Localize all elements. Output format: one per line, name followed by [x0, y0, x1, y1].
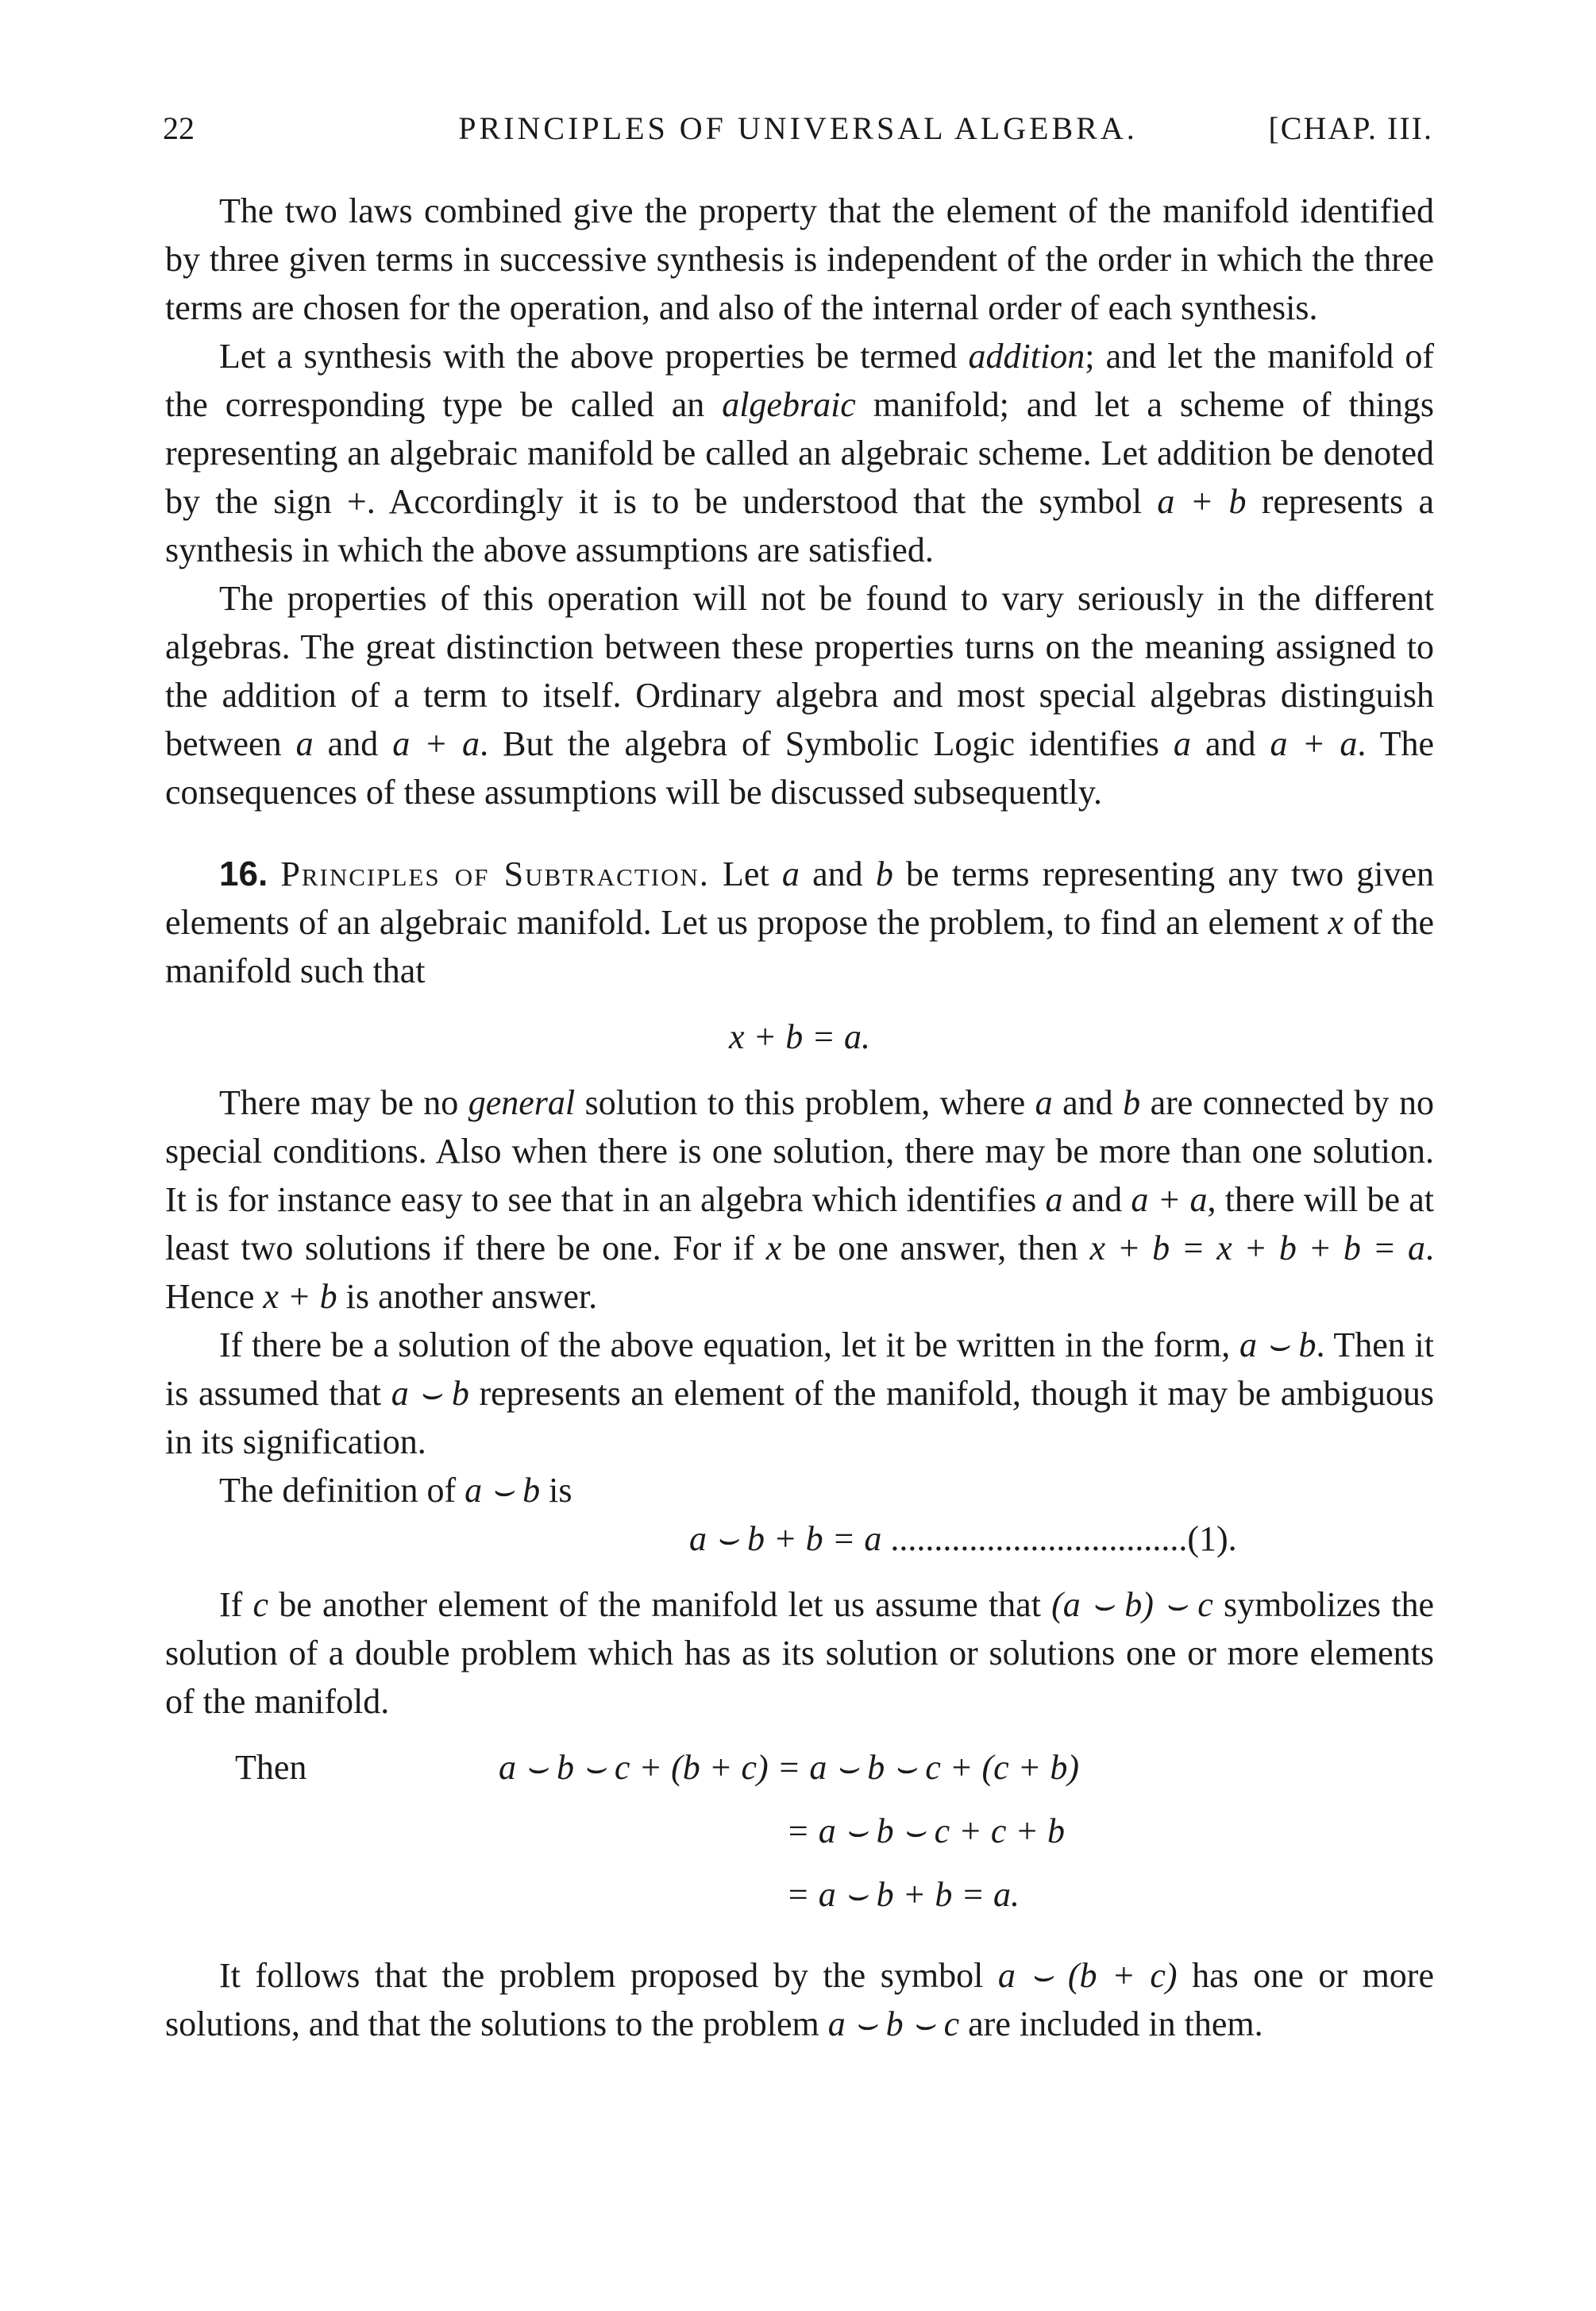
page-number: 22 — [163, 110, 195, 146]
then-label: Then — [235, 1748, 307, 1787]
equation-then-block — [165, 1743, 1434, 1934]
paragraph-laws-combined: The two laws combined give the property that the element of the manifold identified by three given terms in successive synthesis is independent of the order in which the three terms are chosen for the operation, and also of the internal order of each synthesis. — [165, 191, 1434, 327]
equation-definition-1: a ⌣ b + b = a ..................................(1). — [689, 1519, 1237, 1558]
paragraph-it-follows: It follows that the problem proposed by the symbol a ⌣ (b + c) has one or more solutions, and that the solutions to the problem a ⌣ b ⌣ c are included in them. — [165, 1956, 1434, 2043]
paragraph-double-problem: If c be another element of the manifold let us assume that (a ⌣ b) ⌣ c symbolizes the solution of a double problem which has as its solution or solutions one or more elements of the manifold. — [165, 1585, 1434, 1721]
paragraph-general-solution: There may be no general solution to this problem, where a and b are connected by no special conditions. Also when there is one solution, there may be more than one solution. It is for instance easy to see that in an algebra which identifies a and a + a, there will be at least two solutions if there be one. For if x be one answer, then x + b = x + b + b = a. Hence x + b is another answer. — [165, 1083, 1435, 1316]
math-a-plus-b: a + b — [1157, 482, 1247, 521]
paragraph-addition-definition: Let a synthesis with the above properties be termed addition; and let the manifold of the corresponding type be called an algebraic manifold; and let a scheme of things representing an algebraic manifold be called an algebraic scheme. Let addition be denoted by the sign +. Accordingly it is to be understood that the symbol a + b represents a synthesis in which the above assumptions are satisfied. — [165, 337, 1434, 569]
running-head — [163, 110, 1433, 157]
term-algebraic: algebraic — [722, 385, 856, 424]
equation-line-3: = a ⌣ b + b = a. — [786, 1875, 1020, 1914]
running-title: PRINCIPLES OF UNIVERSAL ALGEBRA. — [458, 110, 1138, 146]
paragraph-definition: The definition of a ⌣ b is — [219, 1471, 572, 1510]
equation-line-1: a ⌣ b ⌣ c + (b + c) = a ⌣ b ⌣ c + (c + b) — [499, 1748, 1079, 1787]
term-addition: addition — [968, 337, 1085, 376]
section-title: Principles of Subtraction. — [280, 855, 710, 893]
equation-line-2: = a ⌣ b ⌣ c + c + b — [786, 1811, 1066, 1850]
paragraph-properties: The properties of this operation will not be found to vary seriously in the different algebras. The great distinction between these properties turns on the meaning assigned to the addition of a term to itself. Ordinary algebra and most special algebras distinguish between a and a + a. But the algebra of Symbolic Logic identifies a and a + a. The consequences of these assumptions will be discussed subsequently. — [165, 579, 1435, 812]
chapter-label: [CHAP. III. — [1268, 110, 1433, 146]
section-number: 16. — [219, 855, 268, 893]
paragraph-solution-form: If there be a solution of the above equation, let it be written in the form, a ⌣ b. Then it is assumed that a ⌣ b represents an element of the manifold, though it may be ambiguous in its signification. — [165, 1325, 1435, 1461]
page-body — [165, 187, 1434, 2048]
equation-x-plus-b: x + b = a. — [729, 1017, 870, 1056]
section-16-intro: 16. Principles of Subtraction. Let a and b be terms representing any two given elements of an algebraic manifold. Let us propose the problem, to find an element x of the manifold such that — [165, 855, 1435, 990]
